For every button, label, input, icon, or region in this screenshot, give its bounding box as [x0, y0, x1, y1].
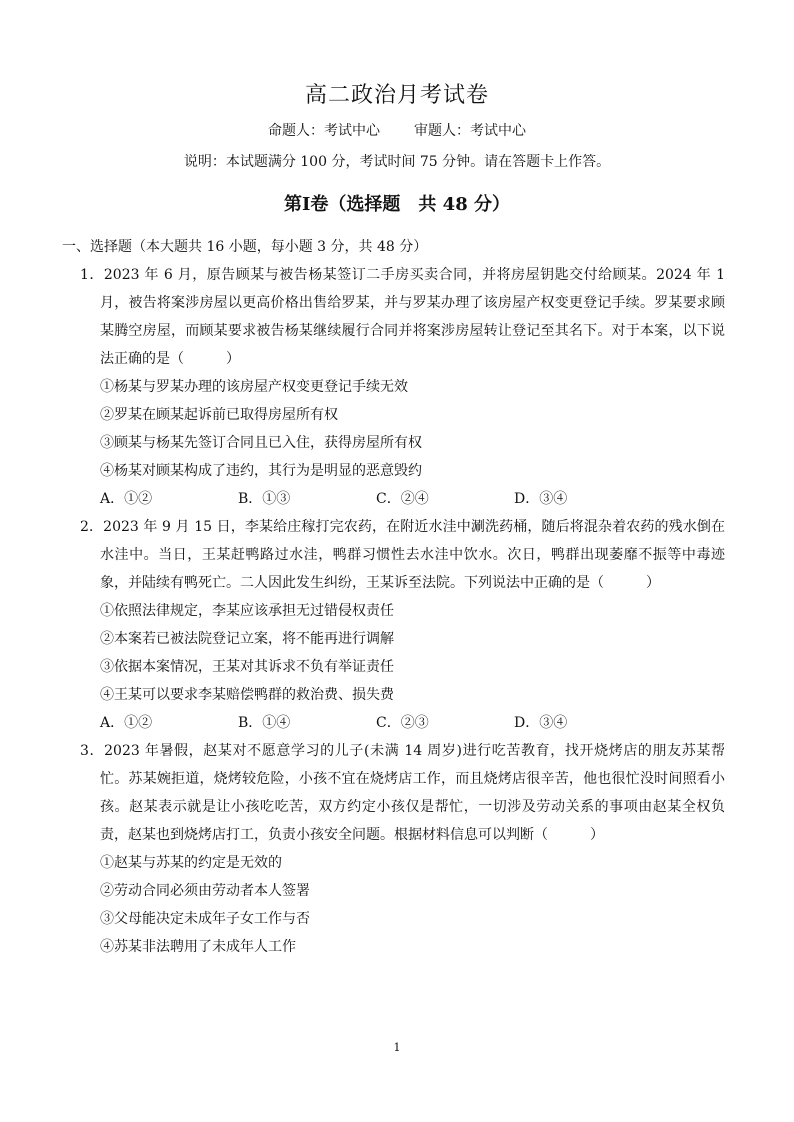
question-1	[80, 261, 725, 513]
choice-a: A．①②	[100, 491, 153, 507]
statement-option: ①赵某与苏某的约定是无效的	[100, 855, 282, 871]
statement-option: ②罗某在顾某起诉前已取得房屋所有权	[100, 407, 338, 423]
choice-b: B．①④	[238, 715, 291, 731]
statement-option: ②劳动合同必须由劳动者本人签署	[100, 883, 310, 899]
choice-b: B．①③	[238, 491, 291, 507]
question-2	[80, 513, 725, 737]
statement-option: ④杨某对顾某构成了违约，其行为是明显的恶意毁约	[100, 463, 422, 479]
answer-choices	[80, 709, 725, 737]
statement-option: ③顾某与杨某先签订合同且已入住，获得房屋所有权	[100, 435, 422, 451]
statement-option: ①杨某与罗某办理的该房屋产权变更登记手续无效	[100, 379, 408, 395]
question-list	[62, 233, 725, 961]
statement-option: ③依据本案情况，王某对其诉求不负有举证责任	[100, 659, 394, 675]
question-3	[80, 737, 725, 961]
question-stem: 1．2023 年 6 月，原告顾某与被告杨某签订二手房买卖合同，并将房屋钥匙交付给顾某。2024 年 1 月，被告将案涉房屋以更高价格出售给罗某，并与罗某办理了该房屋产权变更登记手续。罗某要求顾某腾空房屋，而顾某要求被告杨某继续履行合同并将案涉房屋转让登记至其名下。对于本案，以下说法正确的是（ ）	[80, 267, 725, 367]
choice-d: D．③④	[514, 491, 568, 507]
statement-option: ④苏某非法聘用了未成年人工作	[100, 939, 296, 955]
choice-c: C．②③	[376, 715, 429, 731]
answer-choices	[80, 485, 725, 513]
page-number: 1	[393, 1041, 401, 1054]
reviewer-label: 审题人：考试中心	[414, 123, 526, 139]
exam-title: 高二政治月考试卷	[304, 83, 489, 108]
choice-c: C．②④	[376, 491, 429, 507]
author-line	[0, 120, 794, 140]
part-heading: 一、选择题（本大题共 16 小题，每小题 3 分，共 48 分）	[62, 239, 428, 255]
statement-option: ③父母能决定未成年子女工作与否	[100, 911, 310, 927]
exam-notice: 说明：本试题满分 100 分，考试时间 75 分钟。请在答题卡上作答。	[183, 154, 611, 170]
author-label: 命题人：考试中心	[268, 123, 380, 139]
statement-option: ②本案若已被法院登记立案，将不能再进行调解	[100, 631, 394, 647]
question-stem: 2．2023 年 9 月 15 日，李某给庄稼打完农药，在附近水洼中涮洗药桶，随后将混杂着农药的残水倒在水洼中。当日，王某赶鸭路过水洼，鸭群习惯性去水洼中饮水。次日，鸭群出现萎靡不振等中毒迹象，并陆续有鸭死亡。二人因此发生纠纷，王某诉至法院。下列说法中正确的是（ ）	[80, 519, 725, 591]
statement-option: ④王某可以要求李某赔偿鸭群的救治费、损失费	[100, 687, 394, 703]
statement-option: ①依照法律规定，李某应该承担无过错侵权责任	[100, 603, 394, 619]
choice-d: D．③④	[514, 715, 568, 731]
question-stem: 3．2023 年暑假，赵某对不愿意学习的儿子(未满 14 周岁)进行吃苦教育，找开烧烤店的朋友苏某帮忙。苏某婉拒道，烧烤较危险，小孩不宜在烧烤店工作，而且烧烤店很辛苦，他也很忙没时间照看小孩。赵某表示就是让小孩吃吃苦，双方约定小孩仅是帮忙，一切涉及劳动关系的事项由赵某全权负责，赵某也到烧烤店打工，负责小孩安全问题。根据材料信息可以判断（ ）	[80, 743, 725, 843]
section-title: 第Ⅰ卷（选择题 共 48 分）	[283, 194, 510, 215]
choice-a: A．①②	[100, 715, 153, 731]
